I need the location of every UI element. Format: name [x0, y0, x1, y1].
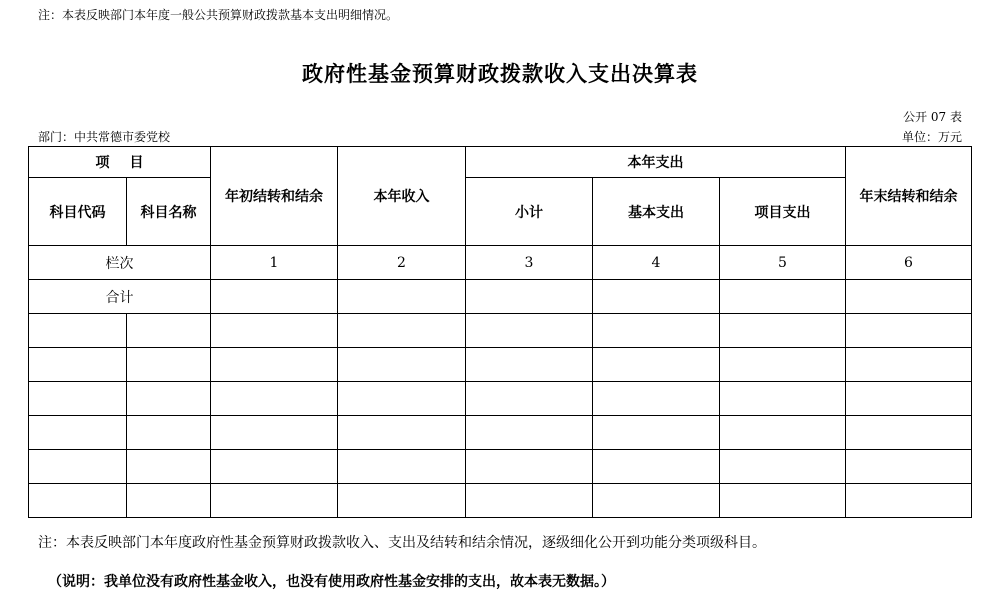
- table-cell: [29, 416, 127, 450]
- table-cell: [466, 484, 593, 518]
- table-cell: [338, 314, 466, 348]
- table-cell: [593, 314, 720, 348]
- table-cell: [338, 416, 466, 450]
- table-cell: [466, 382, 593, 416]
- table-cell: [29, 348, 127, 382]
- column-index-4: 4: [593, 246, 720, 280]
- table-cell: [593, 348, 720, 382]
- table-cell: [29, 484, 127, 518]
- table-cell: [211, 484, 338, 518]
- header-project-expenditure: 项目支出: [720, 178, 846, 246]
- header-subtotal: 小计: [466, 178, 593, 246]
- header-closing-balance: 年末结转和结余: [846, 147, 972, 246]
- column-index-label: 栏次: [29, 246, 211, 280]
- no-data-explanation: （说明：我单位没有政府性基金收入，也没有使用政府性基金安排的支出，故本表无数据。）: [48, 574, 615, 590]
- table-cell: [338, 450, 466, 484]
- table-cell: [846, 416, 972, 450]
- table-cell: [593, 382, 720, 416]
- table-row: [29, 382, 972, 416]
- unit-label: 单位：万元: [901, 130, 962, 144]
- table-row: [29, 348, 972, 382]
- table-cell: [593, 484, 720, 518]
- table-cell: [720, 484, 846, 518]
- table-cell: [593, 280, 720, 314]
- table-cell: [466, 416, 593, 450]
- table-cell: [29, 382, 127, 416]
- top-note: 注：本表反映部门本年度一般公共预算财政拨款基本支出明细情况。: [38, 8, 399, 22]
- column-index-3: 3: [466, 246, 593, 280]
- fund-budget-table: [28, 146, 972, 518]
- header-subject-code: 科目代码: [29, 178, 127, 246]
- department-label: 部门：中共常德市委党校: [38, 130, 171, 144]
- table-cell: [593, 450, 720, 484]
- table-cell: [846, 348, 972, 382]
- column-index-5: 5: [720, 246, 846, 280]
- table-cell: [720, 382, 846, 416]
- total-row: [29, 280, 972, 314]
- table-cell: [127, 382, 211, 416]
- column-index-6: 6: [846, 246, 972, 280]
- table-cell: [466, 450, 593, 484]
- table-cell: [338, 348, 466, 382]
- header-item: 项目: [29, 147, 211, 178]
- table-cell: [466, 314, 593, 348]
- table-cell: [846, 314, 972, 348]
- table-cell: [211, 280, 338, 314]
- form-code: 公开 07 表: [903, 110, 962, 124]
- table-cell: [338, 382, 466, 416]
- table-cell: [720, 450, 846, 484]
- table-cell: [466, 280, 593, 314]
- table-cell: [846, 450, 972, 484]
- column-index-1: 1: [211, 246, 338, 280]
- table-row: [29, 416, 972, 450]
- table-cell: [466, 348, 593, 382]
- table-cell: [720, 314, 846, 348]
- table-row: [29, 484, 972, 518]
- table-cell: [211, 416, 338, 450]
- table-cell: [846, 280, 972, 314]
- table-cell: [211, 382, 338, 416]
- header-opening-balance: 年初结转和结余: [211, 147, 338, 246]
- table-cell: [720, 348, 846, 382]
- table-cell: [846, 484, 972, 518]
- total-label: 合计: [29, 280, 211, 314]
- header-current-income: 本年收入: [338, 147, 466, 246]
- table-cell: [338, 484, 466, 518]
- table-cell: [211, 314, 338, 348]
- table-cell: [127, 450, 211, 484]
- table-cell: [211, 450, 338, 484]
- bottom-note: 注：本表反映部门本年度政府性基金预算财政拨款收入、支出及结转和结余情况，逐级细化公开到功能分类项级科目。: [38, 535, 766, 551]
- header-current-expenditure: 本年支出: [466, 147, 846, 178]
- table-row: [29, 314, 972, 348]
- table-cell: [720, 280, 846, 314]
- column-index-2: 2: [338, 246, 466, 280]
- table-cell: [127, 416, 211, 450]
- table-cell: [338, 280, 466, 314]
- page-title: 政府性基金预算财政拨款收入支出决算表: [302, 61, 698, 86]
- table-cell: [29, 314, 127, 348]
- table-cell: [127, 484, 211, 518]
- table-cell: [127, 314, 211, 348]
- table-cell: [211, 348, 338, 382]
- header-subject-name: 科目名称: [127, 178, 211, 246]
- table-cell: [593, 416, 720, 450]
- table-cell: [720, 416, 846, 450]
- header-basic-expenditure: 基本支出: [593, 178, 720, 246]
- table-cell: [846, 382, 972, 416]
- table-cell: [29, 450, 127, 484]
- table-cell: [127, 348, 211, 382]
- table-row: [29, 450, 972, 484]
